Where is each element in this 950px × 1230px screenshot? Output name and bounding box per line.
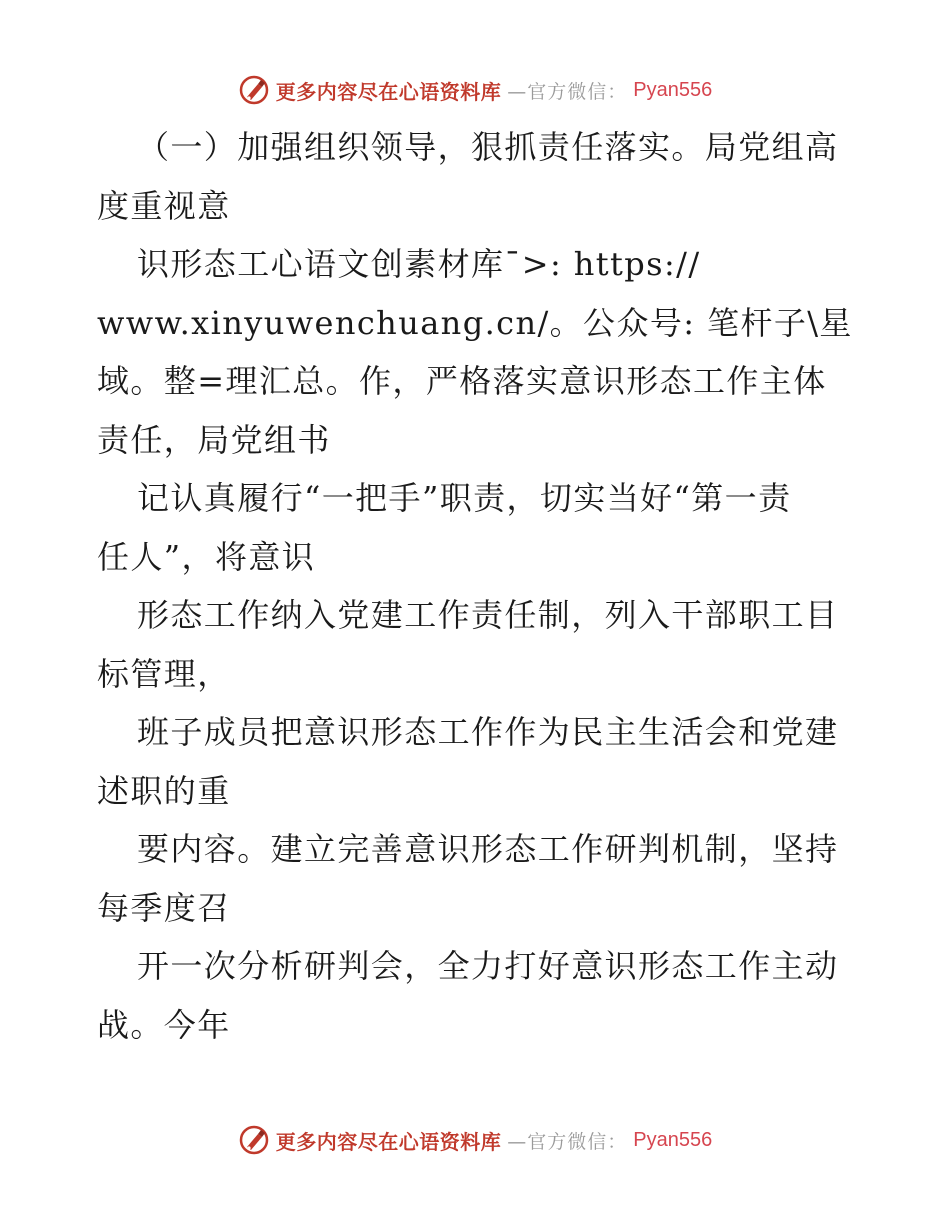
footer-banner <box>0 1120 950 1160</box>
footer-brand-text: 更多内容尽在心语资料库 <box>275 1129 502 1154</box>
doc-line: 标管理， <box>97 654 231 693</box>
doc-line: 域。整=理汇总。作，严格落实意识形态工作主体 <box>97 362 827 400</box>
pen-logo-icon <box>238 74 270 106</box>
doc-line: 战。今年 <box>97 1005 231 1044</box>
doc-line: （一）加强组织领导，狠抓责任落实。局党组高 <box>137 128 839 166</box>
pen-logo-icon <box>238 1124 270 1156</box>
header-banner <box>0 70 950 110</box>
doc-line: 班子成员把意识形态工作作为民主生活会和党建 <box>137 713 839 751</box>
doc-line: 开一次分析研判会，全力打好意识形态工作主动 <box>137 947 839 985</box>
doc-line: 每季度召 <box>97 888 231 927</box>
doc-line: 记认真履行“一把手”职责，切实当好“第一责 <box>137 479 792 517</box>
doc-line: www.xinyuwenchuang.cn/。公众号: 笔杆子\星 <box>97 303 853 342</box>
footer-wechat-id: Pyan556 <box>633 1128 713 1151</box>
doc-line: 形态工作纳入党建工作责任制，列入干部职工目 <box>137 596 839 634</box>
footer-separator-text: —官方微信： <box>507 1130 628 1153</box>
header-wechat-id: Pyan556 <box>633 78 713 101</box>
doc-line: 识形态工心语文创素材库¯>: https:// <box>137 245 701 283</box>
doc-line: 述职的重 <box>97 771 231 810</box>
header-brand-text: 更多内容尽在心语资料库 <box>275 79 502 104</box>
header-separator-text: —官方微信： <box>507 80 628 103</box>
doc-line: 度重视意 <box>97 186 231 225</box>
doc-line: 要内容。建立完善意识形态工作研判机制，坚持 <box>137 830 839 868</box>
document-body <box>97 118 857 1054</box>
doc-line: 任人”，将意识 <box>97 537 316 576</box>
doc-line: 责任，局党组书 <box>97 420 331 459</box>
